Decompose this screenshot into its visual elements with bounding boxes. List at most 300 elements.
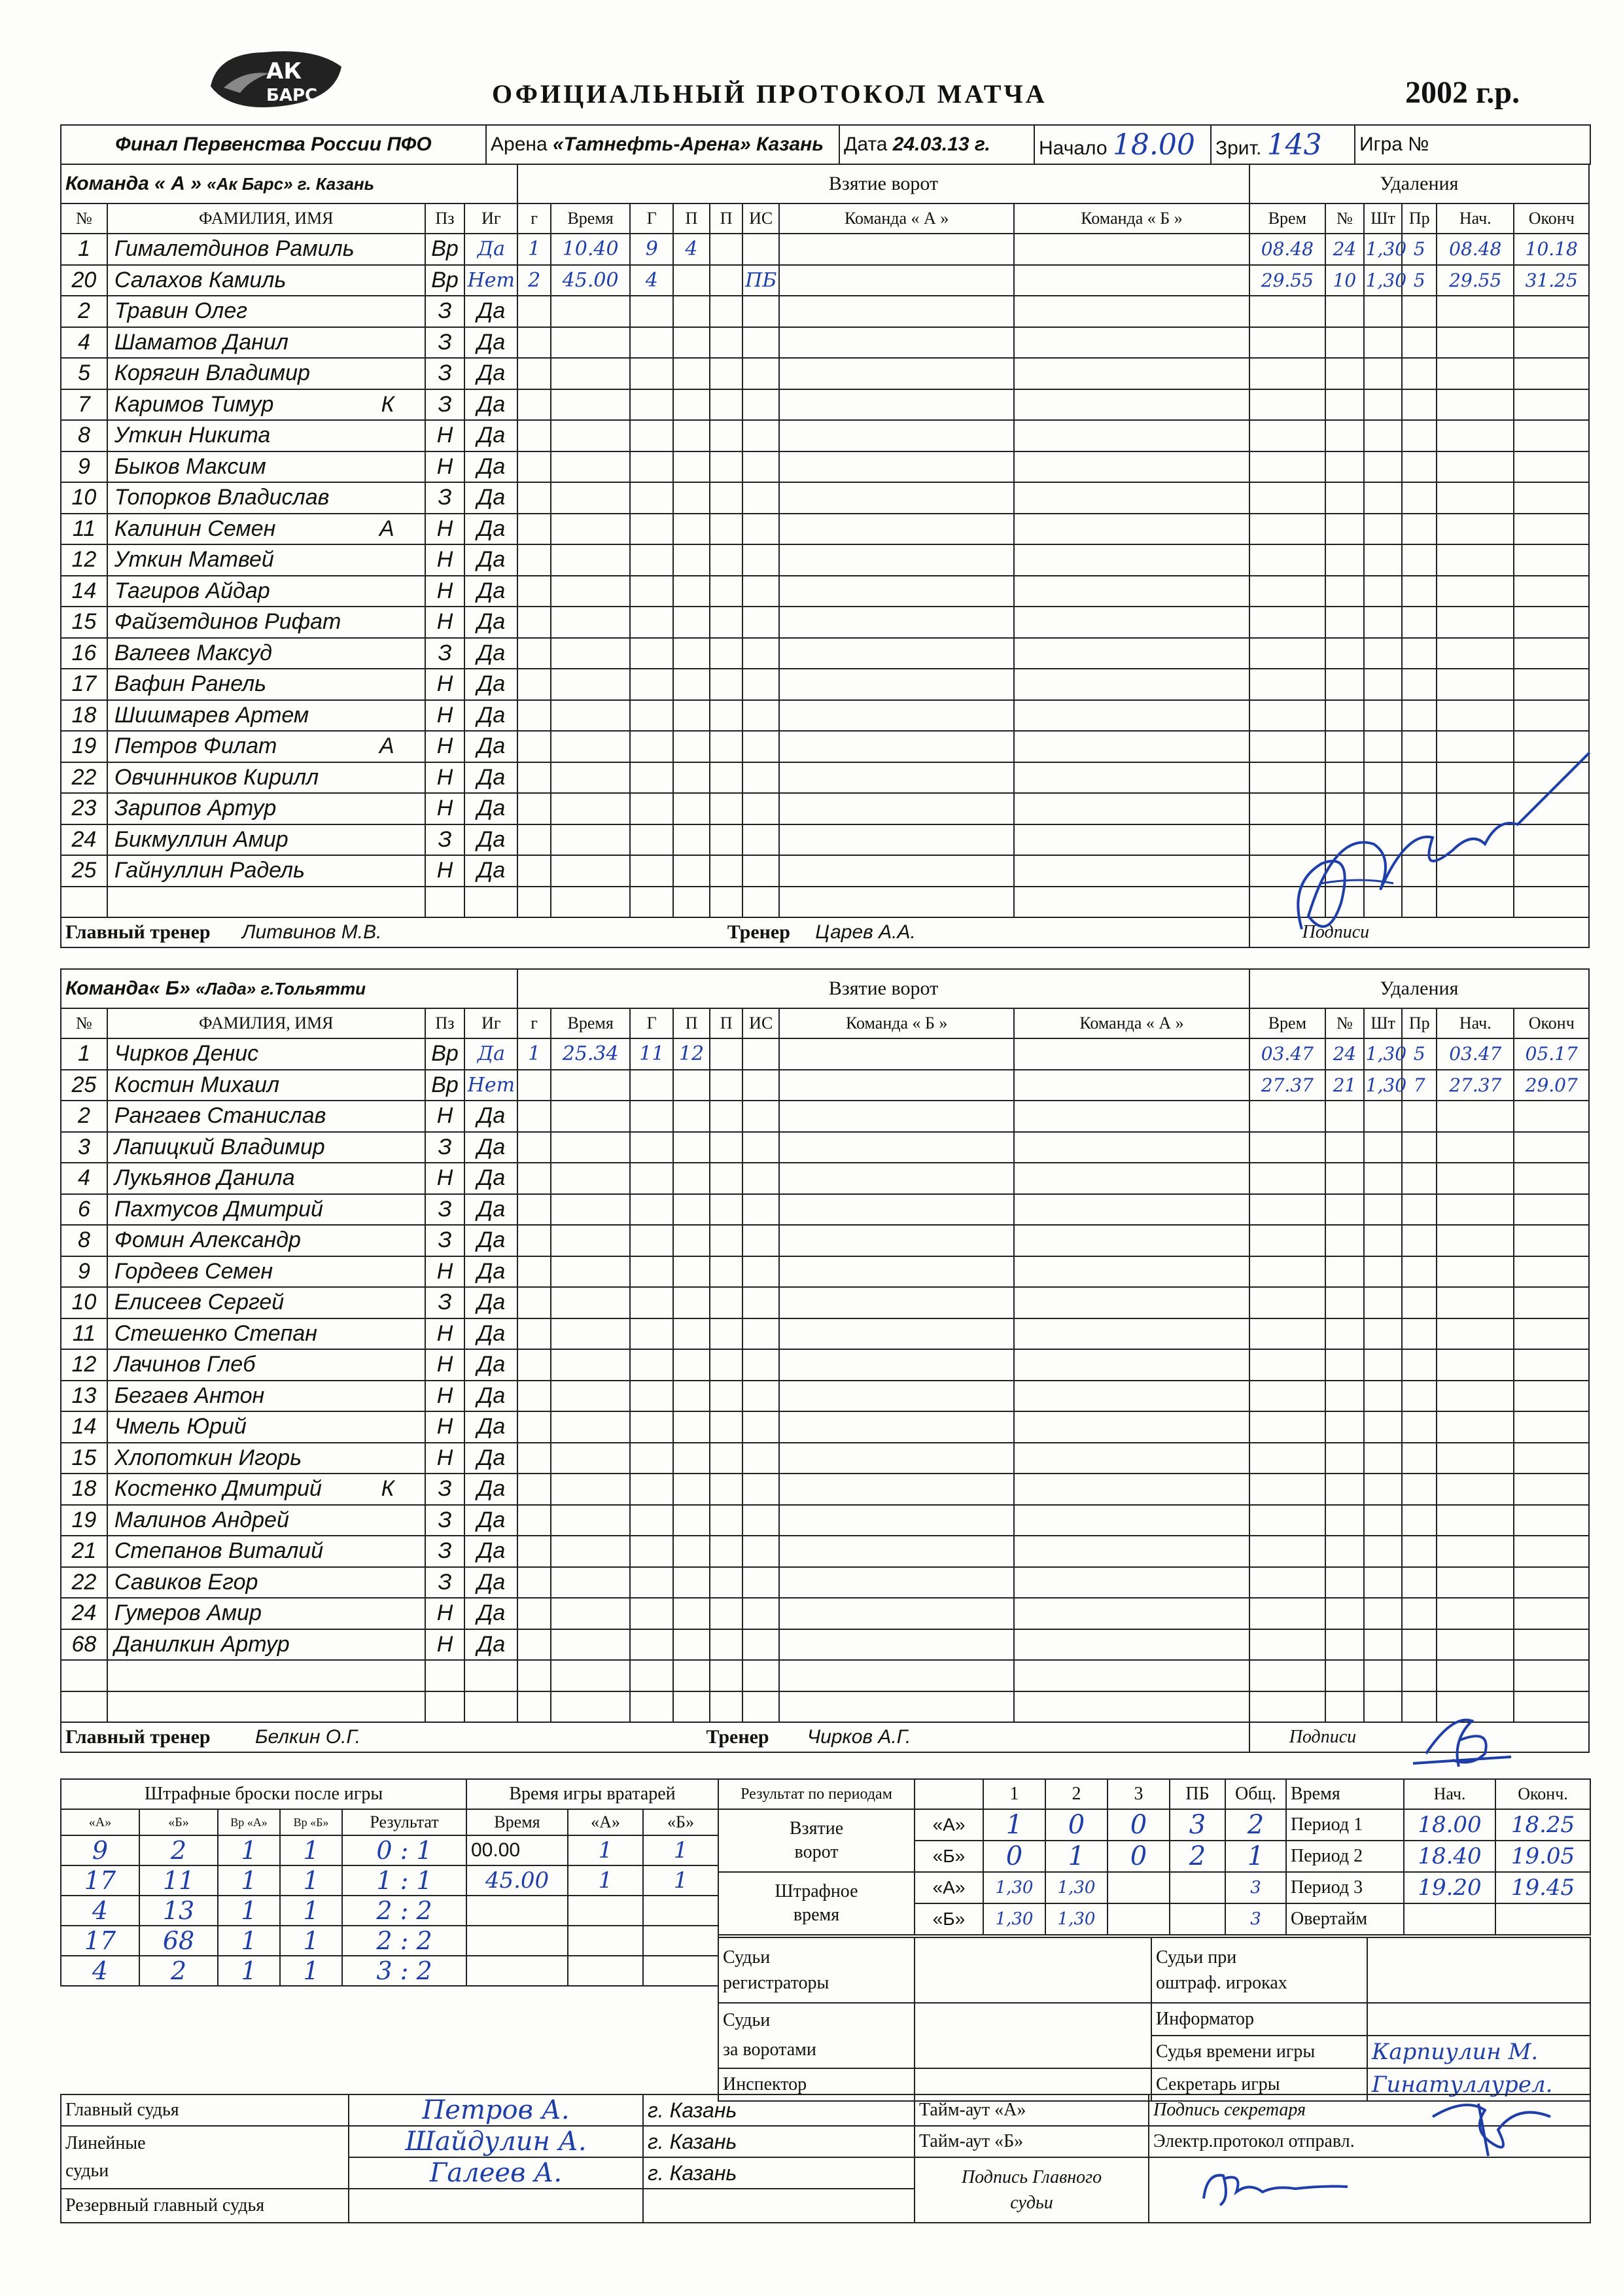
col-pen-time: Врем (1249, 1008, 1325, 1038)
goal-a2 (710, 1474, 743, 1505)
penalty-end (1514, 700, 1589, 732)
goal-g (517, 544, 551, 576)
goal-a2 (710, 1070, 743, 1101)
penalty-no (1325, 1474, 1364, 1505)
col-pen-end: Оконч (1514, 203, 1589, 234)
goal-a1 (673, 1629, 710, 1661)
goal-a2 (710, 1225, 743, 1256)
goal-team-first (779, 824, 1014, 856)
goal-is (742, 1474, 779, 1505)
player-name-cell (107, 420, 425, 451)
player-name-cell (107, 1225, 425, 1256)
goal-is (742, 887, 779, 918)
goalie-a (568, 1956, 643, 1986)
penalty-min (1364, 1132, 1403, 1163)
player-played: Да (464, 1381, 517, 1412)
goal-is (742, 1318, 779, 1350)
col-pen-start: Нач. (1437, 203, 1514, 234)
shootout-table (60, 1778, 467, 1987)
player-played: Да (464, 1194, 517, 1226)
player-number: 11 (61, 514, 107, 545)
player-name: Файзетдинов Рифат (114, 609, 341, 635)
goal-a2 (710, 1629, 743, 1661)
goal-team-first (779, 1256, 1014, 1288)
player-name: Шаматов Данил (114, 329, 288, 355)
player-name: Гумеров Амир (114, 1600, 262, 1626)
player-position: Н (425, 607, 465, 638)
penalty-reason (1402, 1163, 1437, 1194)
player-number: 25 (61, 855, 107, 887)
player-played: Да (464, 793, 517, 824)
goal-a2 (710, 1318, 743, 1350)
penalty-judges-2: оштраф. игроках (1156, 1973, 1287, 1993)
penalty-no (1325, 1660, 1364, 1691)
penalty-reason (1402, 1567, 1437, 1598)
penalty-start (1437, 327, 1514, 359)
goal-a1 (673, 793, 710, 824)
reserve-judge-value (349, 2189, 643, 2223)
player-name: Костенко Дмитрий (114, 1476, 322, 1502)
player-name-cell (107, 1132, 425, 1163)
player-played: Да (464, 1101, 517, 1132)
penalty-end (1514, 1381, 1589, 1412)
player-played: Да (464, 482, 517, 514)
goal-team-second (1014, 1567, 1249, 1598)
goal-team-first (779, 1194, 1014, 1226)
player-position: Н (425, 451, 465, 483)
penalty-no (1325, 514, 1364, 545)
player-played: Да (464, 514, 517, 545)
goal-g (517, 1225, 551, 1256)
goal-g: 1 (517, 234, 551, 265)
goal-goal (630, 1349, 673, 1381)
player-name-cell (107, 1318, 425, 1350)
penalty-reason (1402, 1318, 1437, 1350)
player-played (464, 887, 517, 918)
period-value: 1,30 (983, 1872, 1045, 1903)
penalty-no (1325, 1381, 1364, 1412)
goal-judges-label (718, 2003, 915, 2068)
penalty-reason (1402, 1225, 1437, 1256)
timing-row (1286, 1809, 1590, 1841)
penalty-no (1325, 638, 1364, 669)
goal-team-first (779, 1536, 1014, 1567)
goal-goal: 9 (630, 234, 673, 265)
goalie-time (466, 1956, 568, 1986)
player-row (61, 358, 1589, 389)
player-played: Да (464, 296, 517, 327)
pim-label-2: время (793, 1905, 840, 1925)
penalty-no (1325, 1629, 1364, 1661)
col-team-second: Команда « Б » (1014, 203, 1249, 234)
goal-team-second (1014, 389, 1249, 421)
player-row (61, 1691, 1589, 1723)
goal-g (517, 1411, 551, 1443)
player-position: Н (425, 1318, 465, 1350)
player-position: З (425, 638, 465, 669)
player-name: Гордеев Семен (114, 1258, 273, 1284)
penalty-reason (1402, 1629, 1437, 1661)
goal-time (551, 887, 630, 918)
team-a-penalties-title: Удаления (1249, 164, 1589, 203)
penalty-min (1364, 1629, 1403, 1661)
goal-team-first (779, 793, 1014, 824)
team-a-coach: Царев А.А. (815, 921, 916, 943)
goal-a1 (673, 1194, 710, 1226)
penalty-time (1249, 576, 1325, 607)
player-name: Савиков Егор (114, 1569, 258, 1595)
penalty-min (1364, 1411, 1403, 1443)
player-row (61, 1349, 1589, 1381)
goal-a2 (710, 1256, 743, 1288)
goal-goal (630, 1318, 673, 1350)
goal-g (517, 1691, 551, 1723)
player-number: 9 (61, 451, 107, 483)
player-number: 16 (61, 638, 107, 669)
goal-a2 (710, 638, 743, 669)
goal-goal (630, 1132, 673, 1163)
player-name-cell (107, 700, 425, 732)
goal-goal (630, 1225, 673, 1256)
goal-time (551, 1225, 630, 1256)
player-name-cell (107, 1256, 425, 1288)
penalty-time (1249, 420, 1325, 451)
goal-time (551, 1598, 630, 1629)
player-position (425, 887, 465, 918)
player-number: 3 (61, 1132, 107, 1163)
goal-team-first (779, 1038, 1014, 1070)
player-number: 14 (61, 1411, 107, 1443)
goal-team-first (779, 1163, 1014, 1194)
penalty-end (1514, 1443, 1589, 1474)
goal-goal (630, 700, 673, 732)
timing-label: Овертайм (1286, 1903, 1404, 1935)
penalty-min (1364, 451, 1403, 483)
shootout-col-result: Результат (342, 1809, 466, 1835)
goal-time (551, 1505, 630, 1536)
penalty-no (1325, 1598, 1364, 1629)
player-played: Да (464, 1163, 517, 1194)
penalty-min (1364, 1225, 1403, 1256)
shootout-gb: 1 (280, 1865, 342, 1896)
player-number: 2 (61, 296, 107, 327)
goal-a2 (710, 793, 743, 824)
penalty-reason (1402, 420, 1437, 451)
period-value (1170, 1872, 1225, 1903)
goal-a2 (710, 1038, 743, 1070)
penalty-reason (1402, 1474, 1437, 1505)
penalty-reason (1402, 358, 1437, 389)
penalty-start (1437, 1411, 1514, 1443)
goal-a1 (673, 576, 710, 607)
player-number: 9 (61, 1256, 107, 1288)
goal-goal (630, 1443, 673, 1474)
goal-a2 (710, 855, 743, 887)
timing-col-end: Оконч. (1495, 1779, 1590, 1809)
goal-g (517, 1070, 551, 1101)
reg-judges-value (915, 1937, 1151, 2003)
penalty-start (1437, 638, 1514, 669)
player-position: Н (425, 669, 465, 700)
player-played: Да (464, 451, 517, 483)
shootout-row (61, 1926, 466, 1956)
player-number: 2 (61, 1101, 107, 1132)
player-position: З (425, 824, 465, 856)
team-a-signature (1282, 733, 1596, 949)
goal-a1 (673, 1474, 710, 1505)
penalty-no (1325, 296, 1364, 327)
penalty-end (1514, 1691, 1589, 1723)
shootout-row (61, 1896, 466, 1926)
player-row (61, 638, 1589, 669)
shootout-a: 9 (61, 1835, 139, 1865)
penalty-time (1249, 327, 1325, 359)
penalty-reason (1402, 1598, 1437, 1629)
goal-a2 (710, 296, 743, 327)
penalty-reason (1402, 1505, 1437, 1536)
penalty-end (1514, 1411, 1589, 1443)
penalty-time (1249, 1132, 1325, 1163)
player-row (61, 1287, 1589, 1318)
goal-is (742, 1349, 779, 1381)
player-played: Да (464, 638, 517, 669)
player-role: К (381, 1476, 394, 1502)
penalty-min (1364, 296, 1403, 327)
goal-team-first (779, 296, 1014, 327)
goal-g (517, 1660, 551, 1691)
goals-team-a-label: «А» (915, 1809, 983, 1841)
penalty-reason (1402, 1194, 1437, 1226)
goal-team-first (779, 669, 1014, 700)
penalty-no: 10 (1325, 265, 1364, 296)
goal-is (742, 638, 779, 669)
goal-goal (630, 607, 673, 638)
reg-judges-label (718, 1937, 915, 2003)
player-position: З (425, 482, 465, 514)
goal-g (517, 607, 551, 638)
penalty-no (1325, 1101, 1364, 1132)
timing-start: 19.20 (1404, 1872, 1495, 1903)
goal-team-second (1014, 1411, 1249, 1443)
period-timing-table (1285, 1778, 1591, 1935)
goal-g (517, 451, 551, 483)
penalty-no (1325, 1567, 1364, 1598)
penalty-time: 29.55 (1249, 265, 1325, 296)
player-position: Н (425, 514, 465, 545)
penalty-time (1249, 451, 1325, 483)
col-played: Иг (464, 203, 517, 234)
goal-a1 (673, 389, 710, 421)
goal-team-first (779, 638, 1014, 669)
goal-a1 (673, 544, 710, 576)
player-played: Да (464, 731, 517, 762)
goal-is (742, 1163, 779, 1194)
player-row (61, 1132, 1589, 1163)
goal-time (551, 514, 630, 545)
goalie-a (568, 1896, 643, 1926)
col-assist-2: П (710, 203, 743, 234)
arena-cell (486, 125, 839, 164)
goal-team-first (779, 1381, 1014, 1412)
player-played: Да (464, 1629, 517, 1661)
player-played: Да (464, 1411, 517, 1443)
player-number: 18 (61, 1474, 107, 1505)
goal-a2 (710, 1660, 743, 1691)
penalty-min: 1,30 (1364, 1070, 1403, 1101)
goal-goal (630, 1287, 673, 1318)
penalty-reason (1402, 607, 1437, 638)
player-played: Да (464, 420, 517, 451)
player-played: Да (464, 544, 517, 576)
col-pen-min: Шт (1364, 1008, 1403, 1038)
team-b-penalties-title: Удаления (1249, 969, 1589, 1008)
goal-team-second (1014, 1629, 1249, 1661)
penalty-end (1514, 1536, 1589, 1567)
shootout-b: 11 (139, 1865, 218, 1896)
player-name-cell (107, 607, 425, 638)
player-name-cell (107, 1163, 425, 1194)
goal-goal (630, 1101, 673, 1132)
goal-g: 2 (517, 265, 551, 296)
penalty-start: 03.47 (1437, 1038, 1514, 1070)
goal-a1 (673, 887, 710, 918)
goalie-time (466, 1926, 568, 1956)
goal-team-first (779, 358, 1014, 389)
penalty-start (1437, 1225, 1514, 1256)
date-cell (839, 125, 1034, 164)
goal-g (517, 1567, 551, 1598)
player-name: Каримов Тимур (114, 391, 274, 417)
player-name: Овчинников Кирилл (114, 764, 319, 790)
goal-team-first (779, 1474, 1014, 1505)
goal-time (551, 544, 630, 576)
penalty-reason (1402, 1101, 1437, 1132)
timing-col-start: Нач. (1404, 1779, 1495, 1809)
goal-goal (630, 1629, 673, 1661)
goal-goal (630, 358, 673, 389)
goal-time (551, 607, 630, 638)
player-name: Травин Олег (114, 298, 248, 324)
shootout-row (61, 1865, 466, 1896)
player-number: 1 (61, 1038, 107, 1070)
penalty-start (1437, 1163, 1514, 1194)
goal-is (742, 824, 779, 856)
goal-is (742, 389, 779, 421)
officials-table (718, 1937, 1591, 2102)
player-name-cell (107, 1691, 425, 1723)
team-a-name: «Ак Барс» г. Казань (207, 174, 375, 194)
goal-time (551, 1443, 630, 1474)
goal-judges-value (915, 2003, 1151, 2068)
penalty-time (1249, 1256, 1325, 1288)
player-number: 8 (61, 420, 107, 451)
goal-is (742, 1132, 779, 1163)
player-row (61, 327, 1589, 359)
player-name-cell (107, 855, 425, 887)
penalty-no (1325, 576, 1364, 607)
goal-is (742, 1411, 779, 1443)
player-row (61, 1070, 1589, 1101)
player-position: Н (425, 420, 465, 451)
penalty-end (1514, 514, 1589, 545)
player-played: Да (464, 1536, 517, 1567)
goal-a1 (673, 482, 710, 514)
penalty-time (1249, 638, 1325, 669)
shootout-a: 4 (61, 1956, 139, 1986)
period-header-blank (915, 1779, 983, 1809)
player-played: Да (464, 1225, 517, 1256)
goalie-a: 1 (568, 1865, 643, 1896)
penalty-min (1364, 1505, 1403, 1536)
goal-judges-1: Судьи (723, 2010, 771, 2031)
goal-a1 (673, 327, 710, 359)
goal-time (551, 1660, 630, 1691)
player-row (61, 700, 1589, 732)
penalty-start: 27.37 (1437, 1070, 1514, 1101)
player-played: Да (464, 327, 517, 359)
goal-goal (630, 420, 673, 451)
penalty-end (1514, 669, 1589, 700)
penalty-time (1249, 1474, 1325, 1505)
goal-team-first (779, 1101, 1014, 1132)
goal-a1 (673, 1163, 710, 1194)
player-number: 14 (61, 576, 107, 607)
goal-time (551, 327, 630, 359)
col-name: ФАМИЛИЯ, ИМЯ (107, 1008, 425, 1038)
goal-a1 (673, 1381, 710, 1412)
goal-a1 (673, 1287, 710, 1318)
goal-time (551, 1256, 630, 1288)
goal-a2 (710, 544, 743, 576)
penalty-start: 08.48 (1437, 234, 1514, 265)
penalty-reason (1402, 514, 1437, 545)
goal-team-second (1014, 234, 1249, 265)
goal-g (517, 296, 551, 327)
player-name-cell (107, 234, 425, 265)
period-col: ПБ (1170, 1779, 1225, 1809)
player-position: З (425, 358, 465, 389)
goal-team-second (1014, 1443, 1249, 1474)
col-no: № (61, 203, 107, 234)
goal-team-first (779, 1318, 1014, 1350)
penalty-time (1249, 544, 1325, 576)
col-played: Иг (464, 1008, 517, 1038)
goal-g (517, 514, 551, 545)
goal-a2 (710, 1349, 743, 1381)
penalty-start (1437, 1629, 1514, 1661)
goal-a1 (673, 1598, 710, 1629)
penalty-reason (1402, 1536, 1437, 1567)
goal-a2 (710, 389, 743, 421)
goal-goal (630, 1536, 673, 1567)
shootout-col-ga: Вр «А» (218, 1809, 280, 1835)
goal-is (742, 1070, 779, 1101)
player-number: 19 (61, 1505, 107, 1536)
goal-time (551, 576, 630, 607)
penalty-reason (1402, 296, 1437, 327)
goalie-b (643, 1956, 718, 1986)
secretary-label: Секретарь игры (1151, 2068, 1367, 2101)
penalty-end (1514, 1505, 1589, 1536)
goal-goal (630, 296, 673, 327)
player-position: Н (425, 1101, 465, 1132)
penalty-time (1249, 482, 1325, 514)
penalty-time (1249, 1411, 1325, 1443)
player-row (61, 514, 1589, 545)
goalie-col-time: Время (466, 1809, 568, 1835)
player-position: З (425, 1287, 465, 1318)
penalty-time (1249, 700, 1325, 732)
